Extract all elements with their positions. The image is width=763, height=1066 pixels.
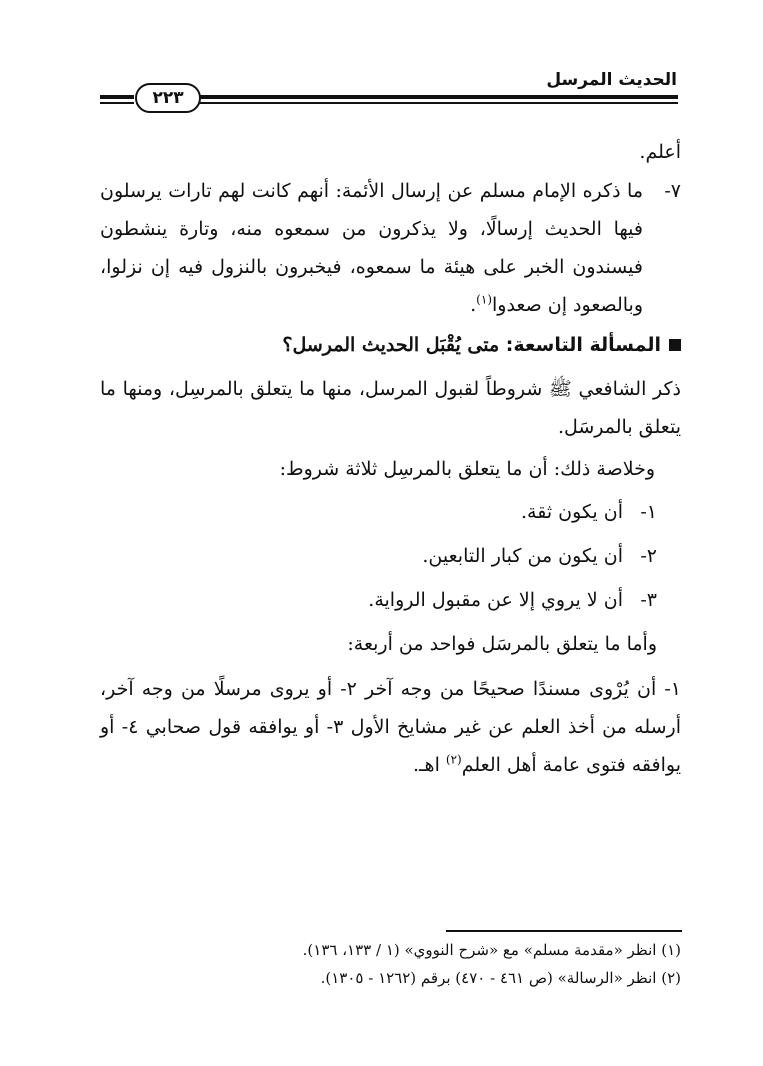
item-end: . bbox=[470, 294, 477, 316]
item-body bbox=[100, 172, 643, 324]
condition-number: ٣- bbox=[640, 589, 657, 611]
footnote-1: (١) انظر «مقدمة مسلم» مع «شرح النووي» (١ / ١٣٣، ١٣٦). bbox=[302, 941, 681, 959]
paragraph-shafii: ذكر الشافعي ﷺ شروطاً لقبول المرسل، منها ما يتعلق بالمرسِل، ومنها ما يتعلق بالمرسَل. bbox=[100, 378, 681, 438]
condition-text: أن يكون ثقة. bbox=[521, 501, 623, 523]
footnote-2: (٢) انظر «الرسالة» (ص ٤٦١ - ٤٧٠) برقم (١٢٦٢ - ١٣٠٥). bbox=[320, 969, 681, 987]
page-number: ٢٢٣ bbox=[135, 83, 201, 113]
header-rule-stub-thin bbox=[100, 102, 134, 104]
paragraph-text: ١- أن يُرْوى مسندًا صحيحًا من وجه آخر ٢- أو يروى مرسلًا من وجه آخر، أرسله من أخذ العلم عن غير مشايخ الأول ٣- أو يوافقه قول صحابي ٤- أو يوافقه فتوى عامة أهل العلم bbox=[100, 678, 681, 776]
section-label: المسألة التاسعة: bbox=[505, 334, 661, 356]
condition-item bbox=[422, 537, 657, 575]
item-text: ما ذكره الإمام مسلم عن إرسال الأئمة: أنهم كانت لهم تارات يرسلون فيها الحديث إرسالًا، ولا يذكرون من سمعوه منه، وتارة ينشطون فيسندون الخبر على هيئة ما سمعوه، فيخبرون بالنزول فيه إن نزلوا، وبالصعود إن صعدوا bbox=[100, 180, 643, 316]
list-item-7 bbox=[100, 172, 681, 324]
paragraph-summary: وخلاصة ذلك: أن ما يتعلق بالمرسِل ثلاثة شروط: bbox=[279, 458, 655, 480]
bullet-square-icon bbox=[669, 339, 681, 351]
continuation-text: أعلم. bbox=[639, 141, 681, 163]
condition-text: أن لا يروي إلا عن مقبول الرواية. bbox=[368, 589, 623, 611]
item-number: ٧- bbox=[664, 180, 681, 202]
paragraph-four-options bbox=[100, 670, 681, 784]
running-header-title: الحديث المرسل bbox=[546, 70, 677, 90]
condition-number: ١- bbox=[640, 501, 657, 523]
footnote-separator bbox=[446, 930, 682, 932]
condition-number: ٢- bbox=[640, 545, 657, 567]
header-rule-thin bbox=[200, 102, 678, 104]
condition-text: أن يكون من كبار التابعين. bbox=[422, 545, 623, 567]
paragraph-mursal-conditions: وأما ما يتعلق بالمرسَل فواحد من أربعة: bbox=[347, 633, 657, 655]
header-rule-stub-thick bbox=[100, 95, 134, 99]
condition-item bbox=[368, 581, 657, 619]
paragraph-end: اهـ. bbox=[412, 754, 446, 776]
section-question: متى يُقْبَل الحديث المرسل؟ bbox=[282, 334, 500, 356]
footnote-ref-2[interactable]: (٢) bbox=[445, 752, 462, 767]
header-rule-thick bbox=[200, 95, 678, 99]
condition-item bbox=[521, 493, 657, 531]
footnote-ref-1[interactable]: (١) bbox=[476, 292, 492, 307]
section-heading bbox=[100, 328, 681, 362]
